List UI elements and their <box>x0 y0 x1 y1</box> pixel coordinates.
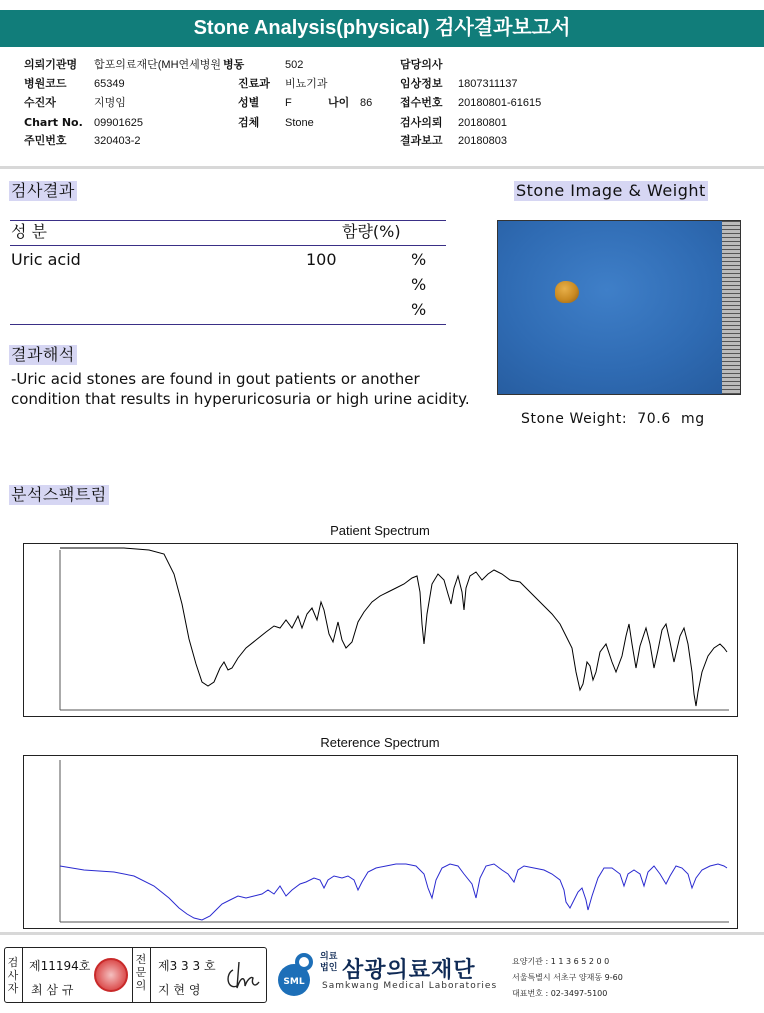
dept-label: 진료과 <box>238 77 270 90</box>
footer <box>0 940 764 1013</box>
table-header-rule <box>10 245 446 246</box>
row-unit: % <box>411 250 427 269</box>
resident-value: 320403-2 <box>94 135 141 147</box>
receiver-value: 지명임 <box>94 97 126 109</box>
inspector-label: 검사자 <box>7 956 19 995</box>
row-unit: % <box>411 275 427 294</box>
patient-spectrum-plot <box>23 543 738 717</box>
stone-weight <box>521 411 705 427</box>
org-phone: 대표번호 : 02-3497-5100 <box>512 989 608 998</box>
resident-label: 주민번호 <box>24 134 67 147</box>
doctor-label: 담당의사 <box>400 58 443 71</box>
divider <box>0 166 764 169</box>
specialist-number: 제3 3 3 호 <box>158 959 216 973</box>
sex-value: F <box>285 97 292 109</box>
clinical-label: 임상정보 <box>400 77 443 90</box>
stone-heading: Stone Image & Weight <box>516 181 706 200</box>
specialist-label: 전문의 <box>135 953 147 992</box>
weight-value: 70.6 <box>637 411 671 427</box>
chart-value: 09901625 <box>94 117 143 129</box>
org-english-name: Samkwang Medical Laboratories <box>322 981 498 991</box>
report-value: 20180803 <box>458 135 507 147</box>
org-name: 삼광의료재단 <box>342 958 476 983</box>
specimen-value: Stone <box>285 117 314 129</box>
specialist-signature <box>223 958 263 996</box>
ruler <box>722 221 740 394</box>
row-value: 100 <box>306 250 337 269</box>
sml-logo-icon <box>273 950 318 998</box>
separator <box>150 948 151 1002</box>
col-component: 성 분 <box>11 222 47 241</box>
receipt-label: 접수번호 <box>400 96 443 109</box>
ward-label: 병동 <box>223 58 245 71</box>
age-label: 나이 <box>328 96 350 109</box>
weight-label: Stone Weight: <box>521 411 628 427</box>
hospital-code-label: 병원코드 <box>24 77 67 90</box>
age-value: 86 <box>360 97 373 109</box>
weight-unit: mg <box>680 411 705 427</box>
stone-photo <box>497 220 741 395</box>
patient-spectrum-title: Patient Spectrum <box>330 523 430 538</box>
request-label: 검사의뢰 <box>400 116 443 129</box>
spectrum-heading: 분석스팩트럼 <box>11 485 107 504</box>
report-title: Stone Analysis(physical) 검사결과보고서 <box>0 10 764 47</box>
reference-spectrum-title: Reterence Spectrum <box>320 735 440 750</box>
row-unit: % <box>411 300 427 319</box>
org-info <box>512 954 623 1002</box>
patient-spectrum-svg <box>24 544 737 716</box>
specialist-name: 지 현 영 <box>158 983 201 997</box>
interpretation-heading: 결과해석 <box>11 345 75 364</box>
separator <box>132 948 133 1002</box>
request-value: 20180801 <box>458 117 507 129</box>
inspector-number: 제11194호 <box>29 959 91 973</box>
specimen-label: 검체 <box>238 116 260 129</box>
org-type: 의료법인 <box>320 952 338 973</box>
interpretation-text: -Uric acid stones are found in gout patients or another condition that results in hyperuricosuria or high urine acidity. <box>11 370 470 408</box>
org-code: 요양기관 : 1 1 3 6 5 2 0 0 <box>512 957 610 966</box>
patient-spectrum-line <box>60 548 727 706</box>
ward-value: 502 <box>285 59 304 71</box>
hospital-code-value: 65349 <box>94 78 125 90</box>
row-component: Uric acid <box>11 250 81 269</box>
inspector-name: 최 삼 규 <box>31 983 74 997</box>
receipt-value: 20180801-61615 <box>458 97 542 109</box>
stone-specimen <box>555 281 579 303</box>
clinical-value: 1807311137 <box>458 78 518 90</box>
col-content: 함량(%) <box>342 222 401 241</box>
receiver-label: 수진자 <box>24 96 56 109</box>
institution-label: 의뢰기관명 <box>24 58 78 71</box>
institution-value: 합포의료재단(MH연세병원 <box>94 59 222 71</box>
results-heading: 검사결과 <box>11 181 75 200</box>
table-bottom-rule <box>10 324 446 325</box>
reference-spectrum-plot <box>23 755 738 929</box>
report-label: 결과보고 <box>400 134 443 147</box>
institution-row <box>24 58 244 72</box>
table-top-rule <box>10 220 446 221</box>
signature-box <box>4 947 267 1003</box>
dept-value: 비뇨기과 <box>285 78 328 90</box>
chart-label: Chart No. <box>24 116 83 129</box>
org-address: 서울특별시 서초구 양재동 9-60 <box>512 973 623 982</box>
sex-label: 성별 <box>238 96 260 109</box>
logo-text: SML <box>283 977 305 987</box>
reference-spectrum-line <box>60 864 727 920</box>
reference-spectrum-svg <box>24 756 737 928</box>
separator <box>22 948 23 1002</box>
footer-divider <box>0 932 764 935</box>
inspector-seal <box>94 958 128 992</box>
